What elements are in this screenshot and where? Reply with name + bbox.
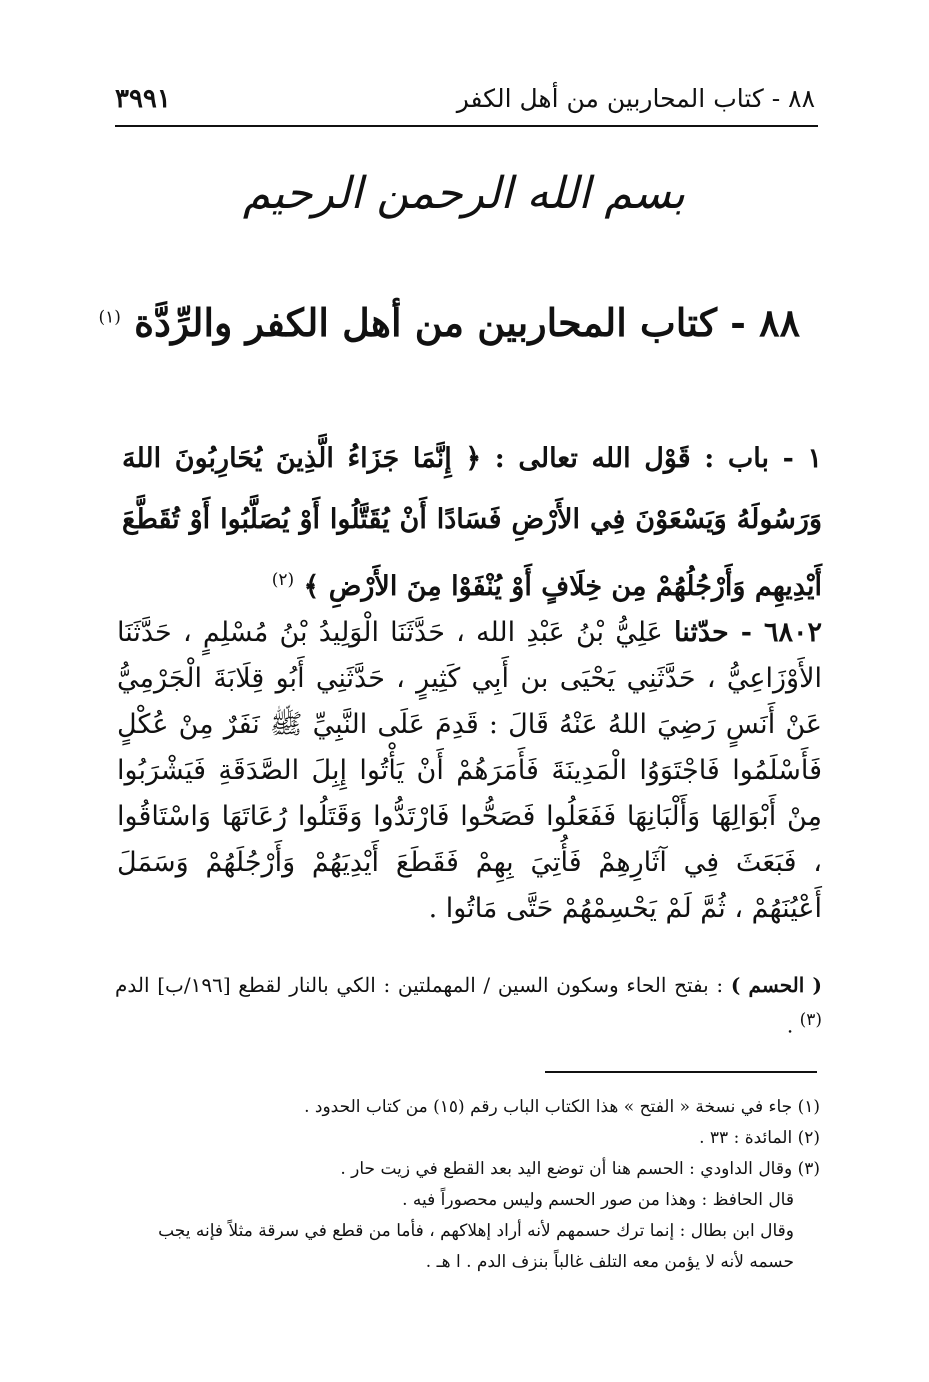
chapter-heading xyxy=(122,428,822,617)
basmala-calligraphy: بسم الله الرحمن الرحيم xyxy=(242,168,686,219)
gloss-paragraph xyxy=(115,968,822,1044)
hadith-number: ٦٨٠٢ - حدّثنا xyxy=(674,617,822,648)
footnote-ref-2: (٢) xyxy=(271,570,295,590)
gloss-end: . xyxy=(786,1013,794,1038)
book-title xyxy=(98,300,800,345)
hadith-paragraph xyxy=(117,610,822,932)
hadith-text: عَلِيُّ بْنُ عَبْدِ الله ، حَدَّثَنَا الْوَلِيدُ بْنُ مُسْلِمٍ ، حَدَّثَنَا الأَوْزَاعِيُّ ، حَدَّثَنِي يَحْيَى بن أَبِي كَثِيرٍ ، حَدَّثَنِي أَبُو قِلَابَةَ الْجَرْمِيُّ عَنْ أَنَسٍ رَضِيَ اللهُ عَنْهُ قَالَ : قَدِمَ عَلَى النَّبِيِّ ﷺ نَفَرٌ مِنْ عُكْلٍ فَأَسْلَمُوا فَاجْتَوَوُا الْمَدِينَةَ فَأَمَرَهُمْ أَنْ يَأْتُوا إِبِلَ الصَّدَقَةِ فَيَشْرَبُوا مِنْ أَبْوَالِهَا وَأَلْبَانِهَا فَفَعَلُوا فَصَحُّوا فَارْتَدُّوا وَقَتَلُوا رُعَاتَهَا وَاسْتَاقُوا ، فَبَعَثَ فِي آثَارِهِمْ فَأُتِيَ بِهِمْ فَقَطَعَ أَيْدِيَهُمْ وَأَرْجُلَهُمْ وَسَمَلَ أَعْيُنَهُمْ ، ثُمَّ لَمْ يَحْسِمْهُمْ حَتَّى مَاتُوا . xyxy=(117,617,822,924)
gloss-term: ( الحسم ) xyxy=(730,973,822,997)
gloss-text: : بفتح الحاء وسكون السين / المهملتين : الكي بالنار لقطع [١٩٦/ب] الدم xyxy=(115,973,724,997)
footnote-ref-3: (٣) xyxy=(799,1010,822,1030)
footnote-3-continuation-2: وقال ابن بطال : إنما ترك حسمهم لأنه أراد إهلاكهم ، فأما من قطع في سرقة مثلاً فإنه يجب حسمه لأنه لا يؤمن معه التلف غالباً بنزف الدم . ا هـ . xyxy=(158,1221,794,1272)
header-divider xyxy=(115,125,818,127)
footnote-2: (٢) المائدة : ٣٣ . xyxy=(699,1128,820,1148)
footnote-ref-1: (١) xyxy=(98,307,121,328)
book-title-text: ٨٨ - كتاب المحاربين من أهل الكفر والرِّدَّة xyxy=(134,300,800,345)
footnote-3: (٣) وقال الداودي : الحسم هنا أن توضع اليد بعد القطع في زيت حار . xyxy=(340,1159,820,1179)
chapter-heading-text: ١ - باب : قَوْل الله تعالى : ﴿ إِنَّمَا جَزَاءُ الَّذِينَ يُحَارِبُونَ اللهَ وَرَسُولَهُ وَيَسْعَوْنَ فِي الأَرْضِ فَسَادًا أَنْ يُقَتَّلُوا أَوْ يُصَلَّبُوا أَوْ تُقَطَّعَ أَيْدِيهِم وَأَرْجُلُهُمْ مِن خِلَافٍ أَوْ يُنْفَوْا مِنَ الأَرْضِ ﴾ xyxy=(122,443,822,602)
page-number: ٣٩٩١ xyxy=(115,84,171,114)
footnote-3-continuation-1: قال الحافظ : وهذا من صور الحسم وليس محصوراً فيه . xyxy=(402,1190,794,1210)
footnote-divider xyxy=(545,1071,817,1073)
running-header xyxy=(115,76,815,124)
footnotes xyxy=(115,1092,820,1278)
running-title: ٨٨ - كتاب المحاربين من أهل الكفر xyxy=(456,84,815,113)
footnote-1: (١) جاء في نسخة « الفتح » هذا الكتاب الباب رقم (١٥) من كتاب الحدود . xyxy=(304,1097,820,1117)
